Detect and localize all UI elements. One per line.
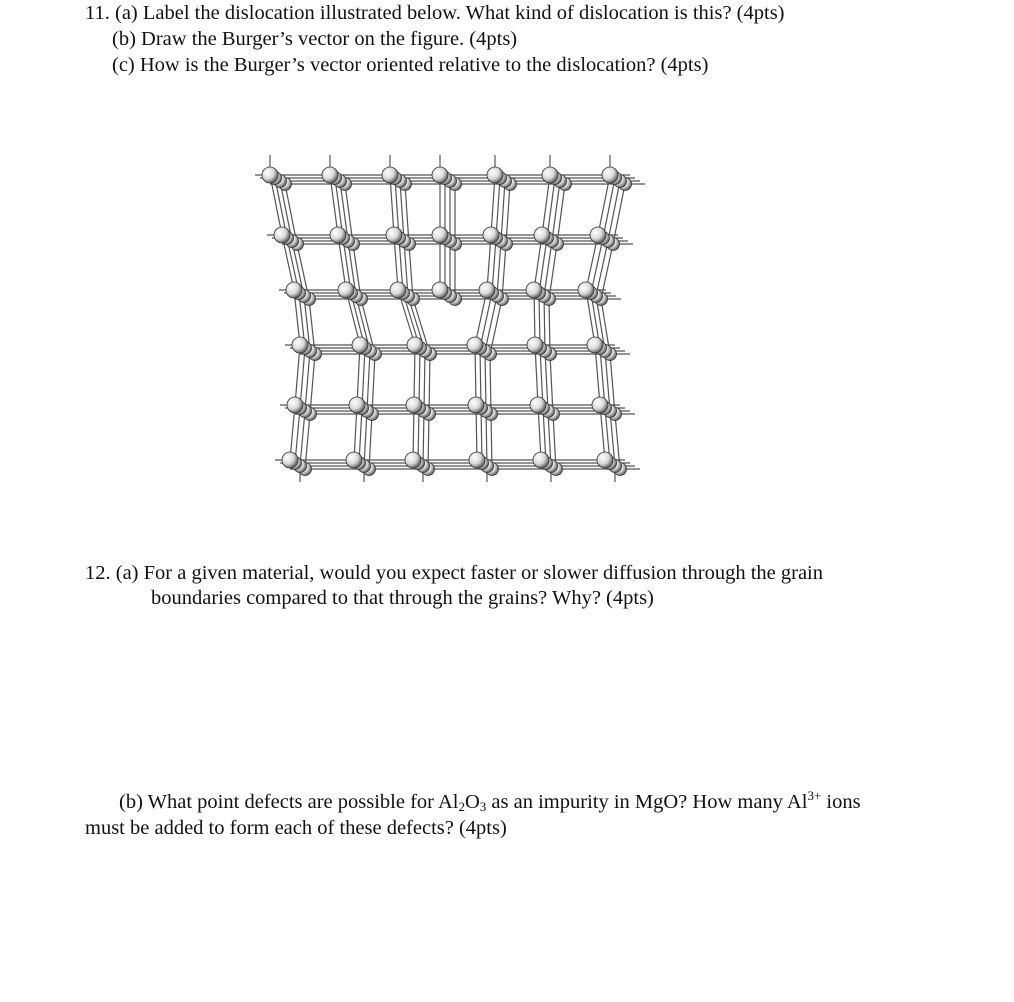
q12-part-a-line1: 12. (a) For a given material, would you expect faster or slower diffusion through the grain [85, 562, 823, 584]
atom [274, 227, 290, 243]
q11-part-c: (c) How is the Burger’s vector oriented relative to the dislocation? (4pts) [112, 54, 709, 76]
atom [479, 282, 495, 298]
atom [597, 452, 613, 468]
atom [602, 167, 618, 183]
atom [527, 337, 543, 353]
q12b-sup: 3+ [807, 788, 822, 803]
lattice-bonds [255, 155, 645, 482]
atom [432, 227, 448, 243]
atom [487, 167, 503, 183]
bond-vertical [586, 235, 598, 290]
bond-vertical [596, 241, 608, 296]
atom [526, 282, 542, 298]
q11-part-a: 11. (a) Label the dislocation illustrated below. What kind of dislocation is this? (4pts) [85, 2, 785, 24]
q12b-text-2: O [464, 791, 480, 813]
atom [346, 452, 362, 468]
bond-vertical [428, 414, 429, 469]
atom [483, 227, 499, 243]
atom [287, 397, 303, 413]
atom [390, 282, 406, 298]
atom [338, 282, 354, 298]
atom [386, 227, 402, 243]
atom [468, 397, 484, 413]
bond-vertical [369, 414, 372, 469]
atom [534, 227, 550, 243]
atom [407, 337, 423, 353]
atom [262, 167, 278, 183]
atom [282, 452, 298, 468]
atom [352, 337, 368, 353]
atom [349, 397, 365, 413]
bond-vertical [591, 238, 603, 293]
atom [322, 167, 338, 183]
bond-vertical [305, 414, 310, 469]
bond-vertical [480, 293, 492, 348]
atom [432, 282, 448, 298]
atom [469, 452, 485, 468]
bond-vertical [300, 411, 305, 466]
atom [530, 397, 546, 413]
q12b-text-1: (b) What point defects are possible for Al [119, 791, 459, 813]
atom [406, 397, 422, 413]
bond-vertical [485, 296, 497, 351]
atom [286, 282, 302, 298]
atom [432, 167, 448, 183]
bond-vertical [502, 244, 506, 299]
bond-vertical [475, 290, 487, 345]
atom [330, 227, 346, 243]
bond-vertical [497, 241, 501, 296]
atom [587, 337, 603, 353]
q11-part-b: (b) Draw the Burger’s vector on the figure. (4pts) [112, 28, 518, 50]
bond-vertical [305, 351, 310, 411]
atom [382, 167, 398, 183]
atom [405, 452, 421, 468]
dislocation-lattice-figure [245, 140, 645, 485]
atom [590, 227, 606, 243]
q12-part-b-line1 [119, 790, 861, 814]
atom [542, 167, 558, 183]
bond-vertical [490, 299, 502, 354]
atom [467, 337, 483, 353]
q12b-sub-2: 3 [479, 799, 487, 814]
atom [578, 282, 594, 298]
atom [592, 397, 608, 413]
q12b-sub-1: 2 [458, 799, 465, 814]
bond-vertical [485, 351, 486, 411]
q12-part-b-line2: must be added to form each of these defects? (4pts) [85, 817, 507, 839]
bond-vertical [613, 184, 625, 244]
bond-vertical [603, 178, 615, 238]
bond-vertical [367, 351, 370, 411]
bond-vertical [364, 411, 367, 466]
q12-part-a-line2: boundaries compared to that through the grains? Why? (4pts) [151, 587, 654, 609]
bond-vertical [501, 181, 505, 241]
q12b-text-3: as an impurity in MgO? How many Al [486, 791, 808, 813]
bond-vertical [424, 351, 425, 411]
bond-vertical [295, 345, 300, 405]
atom [533, 452, 549, 468]
bond-vertical [608, 181, 620, 241]
q12b-text-4: ions [821, 791, 861, 813]
lattice-atoms [262, 167, 632, 476]
atom [292, 337, 308, 353]
bond-vertical [423, 411, 424, 466]
bond-vertical [601, 244, 613, 299]
